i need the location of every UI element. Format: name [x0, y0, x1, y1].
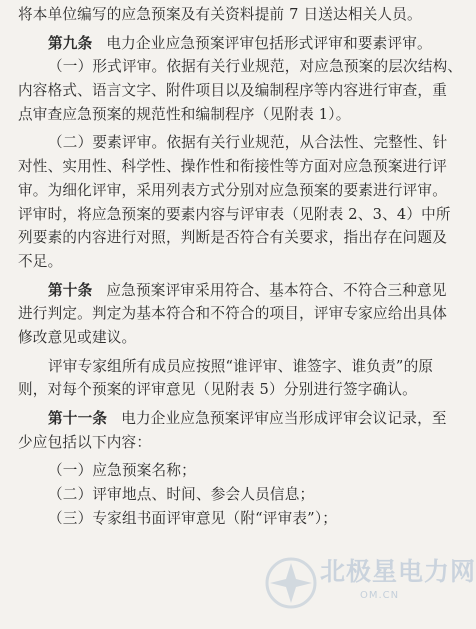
article-11-heading: 第十一条	[48, 410, 108, 427]
text-line: （一）形式评审。依据有关行业规范，对应急预案的层次结构、	[48, 58, 463, 76]
text-line: 审。为细化评审，采用列表方式分别对应急预案的要素进行评审。	[18, 181, 448, 199]
text-line: 点审查应急预案的规范性和编制程序（见附表 1）。	[18, 105, 351, 123]
text-line: 进行判定。判定为基本符合和不符合的项目，评审专家应给出具体	[18, 305, 448, 323]
text-line: 列要素的内容进行对照，判断是否符合有关要求，指出存在问题及	[18, 229, 448, 247]
article-10-text: 应急预案评审采用符合、基本符合、不符合三种意见	[106, 281, 447, 299]
text-line: 少应包括以下内容：	[18, 433, 152, 451]
list-item: （三）专家组书面评审意见（附“评审表”）；	[48, 509, 338, 527]
text-line: 对性、实用性、科学性、操作性和衔接性等方面对应急预案进行评	[18, 158, 448, 176]
text-line: 内容格式、语言文字、附件项目以及编制程序等内容进行审查，重	[18, 82, 448, 100]
text-line: 则，对每个预案的评审意见（见附表 5）分别进行签字确认。	[18, 381, 417, 399]
text-line: 评审时，将应急预案的要素内容与评审表（见附表 2、3、4）中所	[18, 205, 451, 223]
article-11	[18, 407, 445, 431]
watermark-url: OM.CN	[360, 590, 400, 601]
article-9-heading: 第九条	[48, 34, 93, 52]
article-9	[18, 32, 445, 56]
article-9-text: 电力企业应急预案评审包括形式评审和要素评审。	[106, 34, 432, 52]
text-line: 评审专家组所有成员应按照“谁评审、谁签字、谁负责”的原	[48, 357, 434, 375]
text-line: 将本单位编写的应急预案及有关资料提前 7 日送达相关人员。	[18, 6, 422, 23]
list-item: （二）评审地点、时间、参会人员信息；	[48, 486, 315, 504]
article-10-heading: 第十条	[48, 281, 93, 299]
list-item: （一）应急预案名称；	[48, 462, 196, 480]
article-11-text: 电力企业应急预案评审应当形成评审会议记录，至	[121, 410, 447, 427]
article-10	[18, 279, 445, 303]
text-line: 不足。	[18, 252, 63, 270]
text-line: （二）要素评审。依据有关行业规范，从合法性、完整性、针	[48, 134, 448, 152]
text-line: 修改意见或建议。	[18, 328, 137, 346]
watermark-title: 北极星电力网	[320, 557, 476, 586]
